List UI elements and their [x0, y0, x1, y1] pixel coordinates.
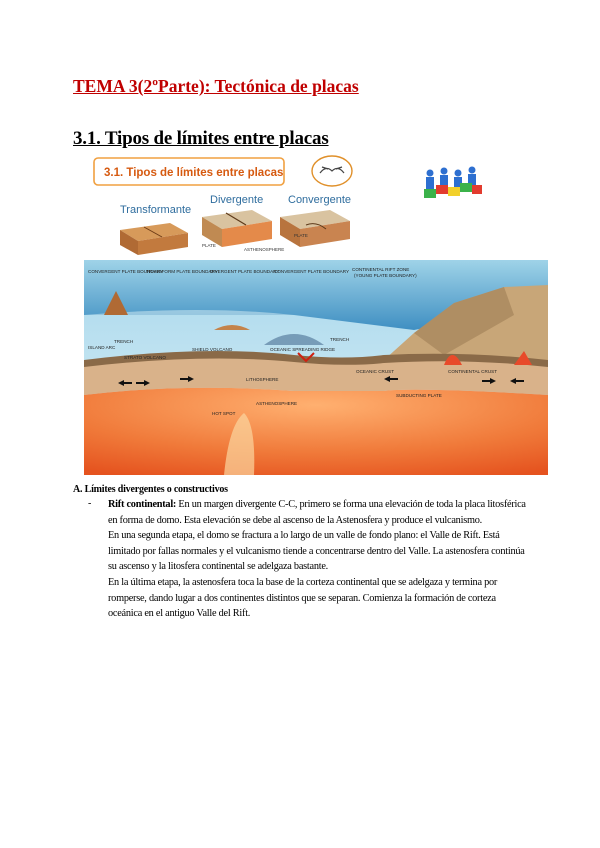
- cross-section-diagram: [84, 260, 548, 475]
- label-lithosphere: LITHOSPHERE: [246, 377, 279, 382]
- subheading-divergent-limits: A. Límites divergentes o constructivos: [73, 484, 228, 495]
- section-title: 3.1. Tipos de límites entre placas: [73, 128, 329, 149]
- label-asthenosphere: ASTHENOSPHERE: [256, 401, 298, 406]
- label-continental-crust: CONTINENTAL CRUST: [448, 369, 498, 374]
- figure-banner: [94, 158, 284, 185]
- handshake-icon: [312, 156, 352, 186]
- block-plate-right: PLATE: [294, 233, 308, 238]
- label-convergent-boundary-2: CONVERGENT PLATE BOUNDARY: [274, 269, 350, 274]
- label-strato-volcano: STRATO VOLCANO: [124, 355, 166, 360]
- rift-description: [108, 497, 528, 622]
- type-transform-label: Transformante: [120, 204, 192, 216]
- transform-block: [120, 223, 188, 255]
- lead-term: Rift continental:: [108, 499, 177, 510]
- type-convergent-label: Convergente: [288, 194, 351, 206]
- label-shield-volcano: SHIELD VOLCANO: [192, 347, 233, 352]
- people-puzzle-icon: [424, 167, 482, 199]
- label-hot-spot: HOT SPOT: [212, 411, 236, 416]
- divergent-block: [202, 210, 272, 248]
- document-title: TEMA 3(2ºParte): Tectónica de placas: [73, 76, 359, 96]
- label-oceanic-ridge: OCEANIC SPREADING RIDGE: [270, 347, 336, 352]
- label-transform-boundary: TRANSFORM PLATE BOUNDARY: [146, 269, 218, 274]
- label-trench-2: TRENCH: [330, 337, 350, 342]
- paragraph-1: [108, 497, 528, 528]
- banner-title: 3.1. Tipos de límites entre placas: [104, 167, 284, 179]
- paragraph-2: En una segunda etapa, el domo se fractura a lo largo de un valle de fondo plano: el Valle de Rift. Está limitado por fallas normales y el vulcanismo tiende a concentrarse dentro del Valle. La astenosfera continúa su ascenso y la litosfera continental se adelgaza bastante.: [108, 530, 525, 573]
- label-rift-zone: CONTINENTAL RIFT ZONE: [352, 267, 410, 272]
- label-trench: TRENCH: [114, 339, 134, 344]
- plate-boundaries-figure: [84, 155, 548, 475]
- label-divergent-boundary: DIVERGENT PLATE BOUNDARY: [210, 269, 280, 274]
- label-island-arc: ISLAND ARC: [88, 345, 116, 350]
- label-rift-zone-sub: (YOUNG PLATE BOUNDARY): [354, 273, 417, 278]
- label-convergent-boundary: CONVERGENT PLATE BOUNDARY: [88, 269, 164, 274]
- label-subducting-plate: SUBDUCTING PLATE: [396, 393, 442, 398]
- list-bullet: -: [88, 498, 92, 509]
- block-plate-left: PLATE: [202, 243, 216, 248]
- label-oceanic-crust: OCEANIC CRUST: [356, 369, 395, 374]
- block-asthenosphere: ASTHENOSPHERE: [244, 247, 285, 252]
- paragraph-1-text: En un margen divergente C-C, primero se forma una elevación de toda la placa litosférica en forma de domo. Esta elevación se debe al ascenso de la Astenosfera y produce el vulcanismo.: [108, 499, 526, 526]
- type-divergent-label: Divergente: [210, 194, 264, 206]
- paragraph-3: En la última etapa, la astenosfera toca la base de la corteza continental que se adelgaza y termina por romperse, dando lugar a dos continentes distintos que se separan. Comienza la formación de corteza oceánica en el antiguo Valle del Rift.: [108, 576, 498, 620]
